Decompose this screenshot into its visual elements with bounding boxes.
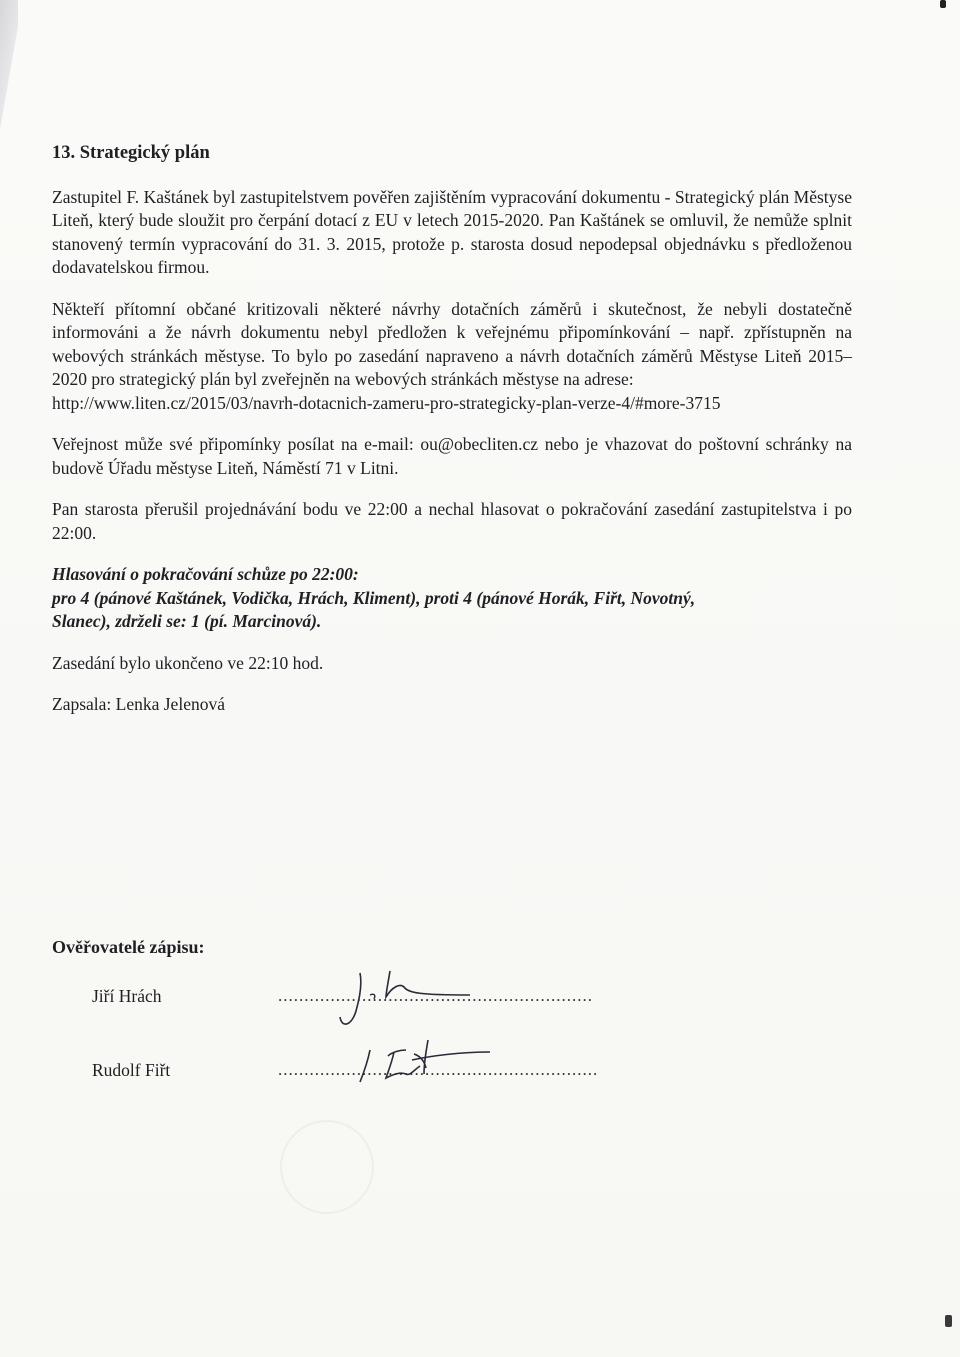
verifier-name: Jiří Hrách: [92, 986, 162, 1006]
paragraph-public-comments: Veřejnost může své připomínky posílat na e-mail: ou@obecliten.cz nebo je vhazovat do poštovní schránky na budově Úřadu městyse Liteň, Náměstí 71 v Litni.: [52, 434, 852, 478]
document-url: http://www.liten.cz/2015/03/navrh-dotacnich-zameru-pro-strategicky-plan-verze-4/#more-3715: [52, 392, 721, 413]
vote-result: [52, 563, 852, 634]
paragraph-strategic-plan: Zastupitel F. Kaštánek byl zastupitelstvem pověřen zajištěním vypracování dokumentu - Strategický plán Městyse Liteň, který bude sloužit pro čerpání dotací z EU v letech 2015-2020. Pan Kaštánek se omluvil, že nemůže splnit stanovený termín vypracování do 31. 3. 2015, protože p. starosta dosud nepodepsal objednávku s předloženou dodavatelskou firmou.: [52, 186, 852, 277]
scan-mark: [945, 1315, 952, 1327]
vote-title: Hlasování o pokračování schůze po 22:00:: [52, 564, 359, 584]
signature-line: ............................................................: [278, 986, 593, 1005]
verifiers-title: Ověřovatelé zápisu:: [52, 937, 205, 957]
paragraph-session-interruption: Pan starosta přerušil projednávání bodu ve 22:00 a nechal hlasovat o pokračování zasedání zastupitelstva i po 22:00.: [52, 499, 852, 543]
section-heading: 13. Strategický plán: [52, 143, 210, 163]
signature-firt: [340, 1030, 500, 1090]
signature-line: .............................................................: [278, 1060, 599, 1079]
recorder-line: Zapsala: Lenka Jelenová: [52, 694, 225, 714]
verifier-name: Rudolf Fiřt: [92, 1060, 171, 1080]
closing-statement: Zasedání bylo ukončeno ve 22:10 hod.: [52, 652, 324, 673]
document-body: [52, 142, 852, 735]
scan-mark: [940, 0, 946, 8]
signature-hrach: [330, 965, 490, 1035]
vote-line: Slanec), zdrželi se: 1 (pí. Marcinová).: [52, 611, 322, 631]
scan-edge-shadow: [0, 0, 18, 130]
paragraph-citizens-criticism: [52, 298, 852, 416]
paragraph-citizens-text: Někteří přítomní občané kritizovali některé návrhy dotačních záměrů i skutečnost, že nebyli dostatečně informováni a že návrh dokumentu nebyl předložen k veřejnému připomínkování – např. zpřístupněn na webových stránkách městyse. To bylo po zasedání napraveno a návrh dotačních záměrů Městyse Liteň 2015–2020 pro strategický plán byl zveřejněn na webových stránkách městyse na adrese:: [52, 298, 852, 389]
vote-line: pro 4 (pánové Kaštánek, Vodička, Hrách, Kliment), proti 4 (pánové Horák, Fiřt, Novotný,: [52, 587, 696, 608]
bleed-through-seal: [280, 1120, 374, 1214]
